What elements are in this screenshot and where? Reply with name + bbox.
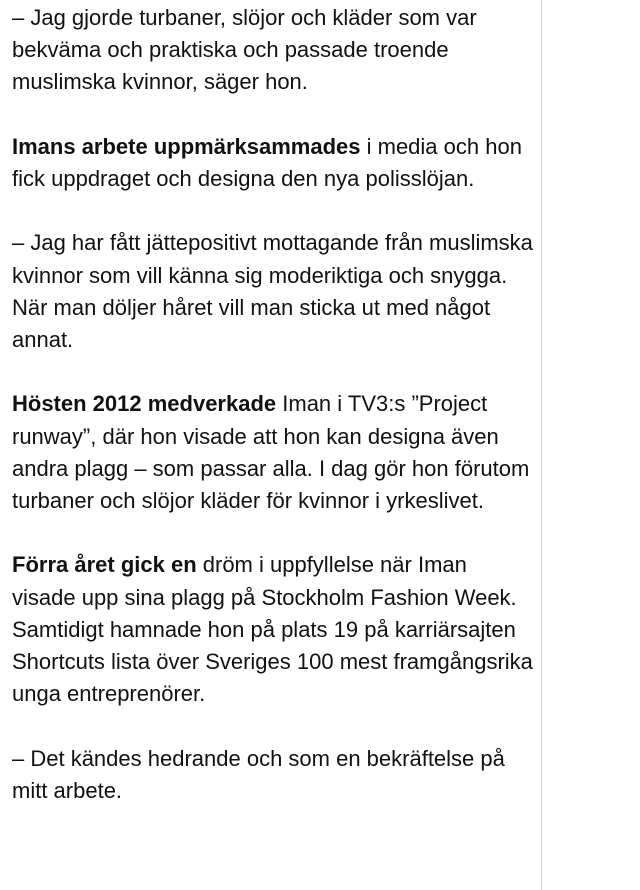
paragraph-text: Iman i TV3:s ”Project runway”, där hon visade att hon kan designa även andra plagg – som passar alla. I dag gör hon förutom turbaner och slöjor kläder för kvinnor i yrkeslivet.	[12, 391, 530, 513]
article-body	[12, 2, 536, 807]
article-paragraph	[12, 743, 536, 807]
paragraph-text: – Jag gjorde turbaner, slöjor och kläder som var bekväma och praktiska och passade troende muslimska kvinnor, säger hon.	[12, 5, 477, 95]
article-paragraph	[12, 227, 536, 356]
right-rail	[542, 0, 640, 890]
paragraph-lead: Förra året gick en	[12, 552, 197, 578]
paragraph-text: dröm i uppfyllelse när Iman visade upp sina plagg på Stockholm Fashion Week. Samtidigt hamnade hon på plats 19 på karriärsajten Shortcuts lista över Sveriges 100 mest framgångsrika unga entreprenörer.	[12, 552, 533, 707]
article-paragraph	[12, 388, 536, 517]
paragraph-text: – Det kändes hedrande och som en bekräftelse på mitt arbete.	[12, 745, 505, 803]
article-paragraph	[12, 131, 536, 195]
paragraph-lead: Hösten 2012 medverkade	[12, 391, 277, 417]
article-paragraph	[12, 2, 536, 99]
article-paragraph	[12, 549, 536, 710]
paragraph-lead: Imans arbete uppmärksammades	[12, 133, 361, 159]
paragraph-text: – Jag har fått jättepositivt mottagande från muslimska kvinnor som vill känna sig moderiktiga och snygga. När man döljer håret vill man sticka ut med något annat.	[12, 230, 533, 352]
paragraph-text: i media och hon fick uppdraget och designa den nya polisslöjan.	[12, 133, 522, 191]
